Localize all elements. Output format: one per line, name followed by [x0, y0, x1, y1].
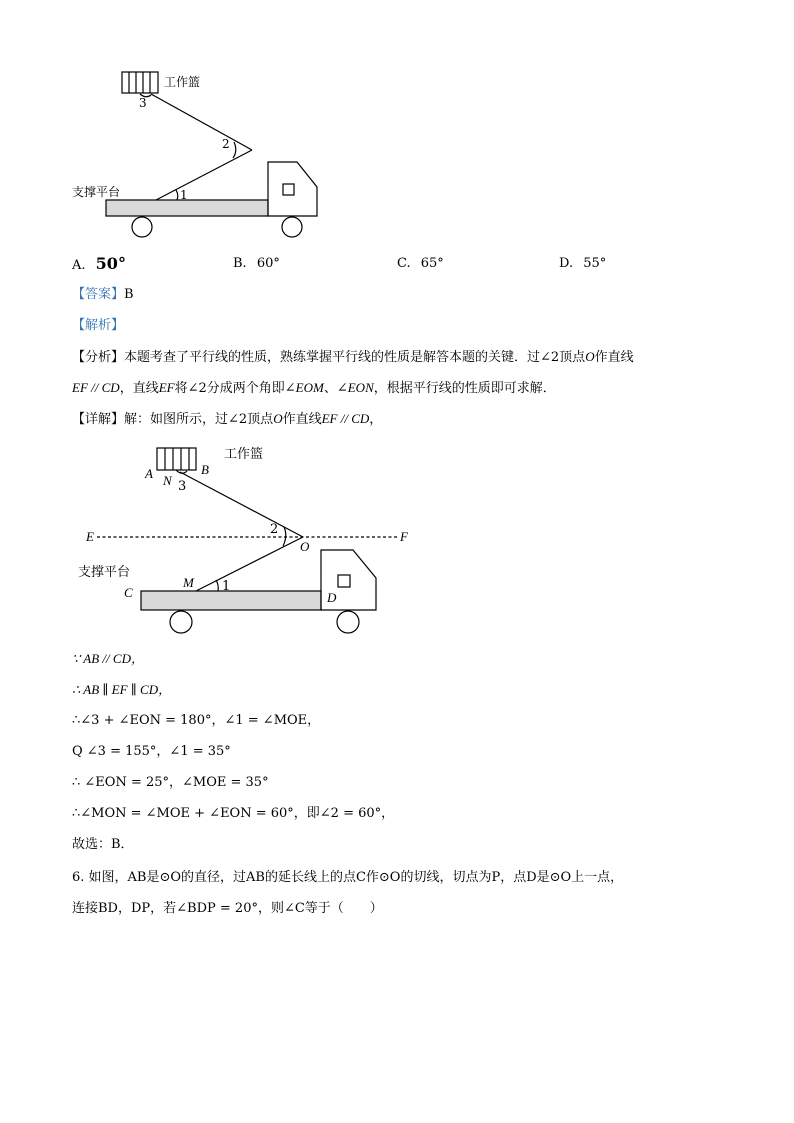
step-7: 故选：B． — [72, 837, 134, 852]
answer-line — [72, 286, 134, 304]
figure-1 — [60, 60, 340, 245]
work-basket — [157, 448, 196, 470]
lower-arm — [196, 537, 303, 591]
point-f: F — [400, 529, 408, 544]
point-o: O — [300, 539, 310, 554]
wheel-left — [132, 217, 152, 237]
support-platform — [106, 200, 268, 216]
platform-label: 支撑平台 — [72, 185, 121, 199]
question-6-line-1: 6. 如图，AB是⊙O的直径，过AB的延长线上的点C作⊙O的切线，切点为P，点D是⊙O上一点， — [72, 870, 624, 885]
point-e: E — [86, 529, 94, 544]
point-c: C — [124, 585, 133, 600]
option-c: C. 65° — [397, 256, 444, 271]
angle-1-label: 1 — [180, 188, 188, 202]
point-m: M — [183, 575, 194, 590]
step-2: ∴ AB ∥ EF ∥ CD， — [72, 682, 172, 697]
truck-cab — [268, 162, 317, 216]
point-n: N — [163, 473, 172, 488]
option-a: A. 50° — [72, 254, 126, 273]
angle-3-label: 3 — [178, 479, 187, 494]
option-b: B. 60° — [233, 256, 280, 271]
step-4: Q ∠3 = 155°，∠1 = 35° — [72, 744, 231, 759]
fenxi-tag: 【分析】 — [72, 350, 125, 365]
step-3: ∴∠3 + ∠EON = 180°，∠1 = ∠MOE， — [72, 713, 321, 728]
basket-label: 工作篮 — [224, 447, 264, 462]
basket-label: 工作篮 — [164, 75, 201, 89]
point-a: A — [145, 466, 153, 481]
option-d: D. 55° — [559, 256, 607, 271]
analysis-tag: 【解析】 — [72, 318, 125, 333]
angle-2-label: 2 — [270, 522, 279, 537]
answer-value: B — [124, 287, 134, 302]
step-5: ∴ ∠EON = 25°，∠MOE = 35° — [72, 775, 269, 790]
figure-2 — [75, 440, 420, 640]
wheel-right — [282, 217, 302, 237]
step-6: ∴∠MON = ∠MOE + ∠EON = 60°，即∠2 = 60°， — [72, 806, 395, 821]
work-basket — [122, 72, 158, 93]
step-1: ∵ AB // CD， — [72, 651, 144, 666]
answer-tag: 【答案】 — [72, 287, 125, 302]
fenxi-line-1: 【分析】本题考查了平行线的性质，熟练掌握平行线的性质是解答本题的关键．过∠2顶点O作直线 — [72, 349, 634, 365]
detail-tag: 【详解】 — [72, 412, 125, 427]
angle-2-label: 2 — [222, 137, 230, 151]
support-platform — [141, 591, 321, 610]
point-d: D — [327, 590, 337, 605]
angle-1-label: 1 — [222, 579, 231, 594]
wheel-right — [337, 611, 359, 633]
angle-3-label: 3 — [139, 96, 147, 110]
platform-label: 支撑平台 — [78, 565, 131, 580]
wheel-left — [170, 611, 192, 633]
fenxi-line-2: EF // CD，直线EF将∠2分成两个角即∠EOM、∠EON，根据平行线的性质即可求解． — [72, 380, 556, 396]
detail-line: 【详解】解：如图所示，过∠2顶点O作直线EF // CD， — [72, 411, 383, 427]
upper-arm — [151, 94, 252, 150]
analysis-line — [72, 317, 124, 335]
point-b: B — [201, 462, 209, 477]
lower-arm — [156, 150, 252, 200]
question-6-line-2: 连接BD，DP，若∠BDP = 20°，则∠C等于（ ） — [72, 901, 383, 916]
